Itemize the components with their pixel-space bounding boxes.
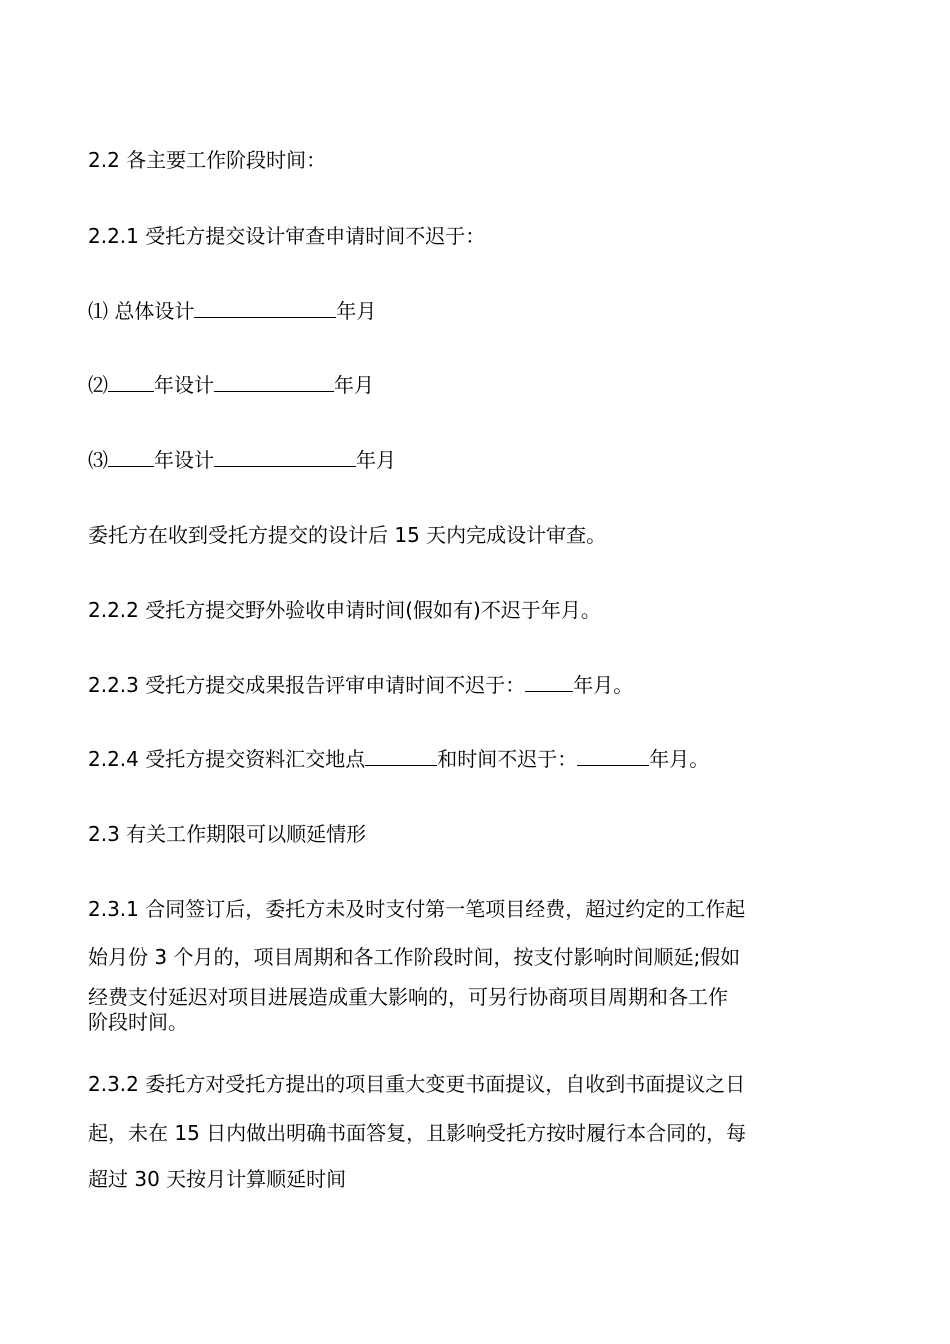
section-2-3-heading: 2.3 有关工作期限可以顺延情形: [88, 822, 367, 846]
section-2-3-1-line-1: 2.3.1 合同签订后，委托方未及时支付第一笔项目经费，超过约定的工作起: [88, 897, 746, 921]
item-3-suffix: 年月: [356, 448, 396, 472]
review-clause: 委托方在收到受托方提交的设计后 15 天内完成设计审查。: [88, 523, 607, 547]
item-1-line: [88, 297, 862, 325]
item-1-suffix: 年月: [336, 299, 377, 323]
section-2-2-4: [88, 745, 862, 773]
section-2-2-1-heading: 2.2.1 受托方提交设计审查申请时间不迟于：: [88, 224, 486, 248]
section-2-2-3-blank: [525, 671, 573, 692]
section-2-3-1-line-3: 经费支付延迟对项目进展造成重大影响的，可另行协商项目周期和各工作: [88, 985, 728, 1009]
item-1-label: ⑴ 总体设计: [88, 299, 195, 323]
section-2-2-4-mid: 和时间不迟于：: [437, 747, 578, 771]
section-2-2-4-text: 2.2.4 受托方提交资料汇交地点: [88, 747, 366, 771]
item-2-label: ⑵: [88, 373, 108, 397]
item-2-blank-date: [214, 371, 334, 392]
item-2-suffix: 年月: [334, 373, 374, 397]
item-3-blank-year: [108, 446, 154, 467]
item-1-blank: [194, 297, 336, 318]
item-2-mid: 年设计: [154, 373, 214, 397]
section-2-3-1-line-2: 始月份 3 个月的，项目周期和各工作阶段时间，按支付影响时间顺延;假如: [88, 945, 741, 969]
section-2-2-4-suffix: 年月。: [649, 747, 710, 771]
section-2-3-2-line-2: 起，未在 15 日内做出明确书面答复，且影响受托方按时履行本合同的，每: [88, 1121, 747, 1145]
section-2-2-3-suffix: 年月。: [573, 673, 634, 697]
section-2-3-2-line-1: 2.3.2 委托方对受托方提出的项目重大变更书面提议，自收到书面提议之日: [88, 1072, 746, 1096]
item-2-blank-year: [108, 371, 154, 392]
section-2-2-2: 2.2.2 受托方提交野外验收申请时间(假如有)不迟于年月。: [88, 598, 601, 622]
item-3-blank-date: [214, 446, 356, 467]
section-2-2-3-text: 2.2.3 受托方提交成果报告评审申请时间不迟于：: [88, 673, 526, 697]
section-2-2-heading: 2.2 各主要工作阶段时间：: [88, 148, 327, 172]
section-2-3-1-line-4: 阶段时间。: [88, 1010, 188, 1034]
item-3-mid: 年设计: [154, 448, 214, 472]
section-2-2-4-blank-date: [577, 745, 649, 766]
section-2-2-3: [88, 671, 862, 699]
item-3-label: ⑶: [88, 448, 108, 472]
item-2-line: [88, 371, 862, 399]
item-3-line: [88, 446, 862, 474]
section-2-2-4-blank-place: [365, 745, 437, 766]
section-2-3-2-line-3: 超过 30 天按月计算顺延时间: [88, 1167, 347, 1191]
